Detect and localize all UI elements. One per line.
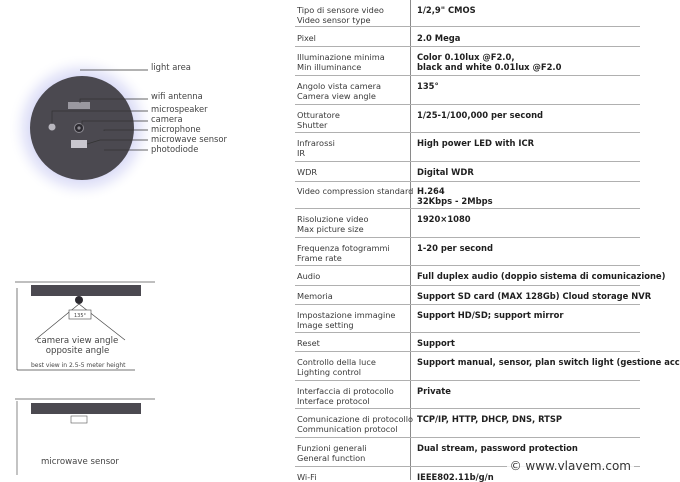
spec-label-line: Min illuminance bbox=[297, 62, 362, 72]
row-divider bbox=[295, 265, 640, 266]
spec-value bbox=[417, 186, 493, 206]
spec-value-line: Full duplex audio (doppio sistema di comunicazione) bbox=[417, 271, 666, 281]
spec-label bbox=[297, 291, 333, 301]
callout-wifi-antenna: wifi antenna bbox=[151, 91, 203, 101]
row-divider bbox=[295, 132, 640, 133]
spec-label bbox=[297, 138, 335, 158]
spec-value-line: Support manual, sensor, plan switch light (gestione acc bbox=[417, 357, 680, 367]
spec-value-line: High power LED with ICR bbox=[417, 138, 535, 148]
spec-value bbox=[417, 5, 476, 15]
spec-value-line: Dual stream, password protection bbox=[417, 443, 578, 453]
row-divider bbox=[295, 437, 640, 438]
spec-label bbox=[297, 357, 376, 377]
spec-value-line: Color 0.10lux @F2.0, bbox=[417, 52, 515, 62]
spec-value bbox=[417, 33, 460, 43]
spec-label-line: Tipo di sensore video bbox=[297, 5, 384, 15]
spec-label bbox=[297, 443, 367, 463]
spec-label-line: Risoluzione video bbox=[297, 214, 369, 224]
row-divider bbox=[295, 237, 640, 238]
spec-value bbox=[417, 414, 562, 424]
row-divider bbox=[295, 208, 640, 209]
spec-value-line: H.264 bbox=[417, 186, 445, 196]
spec-value bbox=[417, 357, 680, 367]
spec-value-line: IEEE802.11b/g/n bbox=[417, 472, 494, 482]
spec-label-line: IR bbox=[297, 148, 306, 158]
row-divider bbox=[295, 181, 640, 182]
spec-value-line: 1920×1080 bbox=[417, 214, 471, 224]
spec-label-line: Impostazione immagine bbox=[297, 310, 396, 320]
row-divider bbox=[295, 75, 640, 76]
spec-label-line: Infrarossi bbox=[297, 138, 335, 148]
spec-label bbox=[297, 167, 317, 177]
spec-label bbox=[297, 338, 320, 348]
spec-value bbox=[417, 167, 474, 177]
view-angle-title-1: camera view angle bbox=[36, 336, 119, 346]
spec-value bbox=[417, 138, 534, 148]
spec-label-line: Otturatore bbox=[297, 110, 340, 120]
spec-label bbox=[297, 271, 320, 281]
spec-label-line: Angolo vista camera bbox=[297, 81, 382, 91]
spec-value bbox=[417, 338, 455, 348]
spec-value-line: 1/2,9" CMOS bbox=[417, 5, 476, 15]
svg-text:135°: 135° bbox=[73, 313, 87, 319]
watermark: © www.vlavem.com bbox=[507, 458, 634, 474]
row-divider bbox=[295, 304, 640, 305]
spec-label-line: Image setting bbox=[297, 320, 354, 330]
spec-label-line: Communication protocol bbox=[297, 424, 398, 434]
row-divider bbox=[295, 380, 640, 381]
spec-label bbox=[297, 81, 381, 101]
row-divider bbox=[295, 26, 640, 27]
spec-label-line: Lighting control bbox=[297, 367, 362, 377]
spec-value-line: black and white 0.01lux @F2.0 bbox=[417, 62, 562, 72]
spec-value-line: Support bbox=[417, 338, 455, 348]
spec-value bbox=[417, 271, 665, 281]
callout-camera: camera bbox=[151, 114, 183, 124]
spec-label bbox=[297, 243, 390, 263]
spec-value-line: Digital WDR bbox=[417, 167, 474, 177]
spec-label bbox=[297, 186, 413, 196]
spec-label bbox=[297, 386, 394, 406]
spec-label-line: Illuminazione minima bbox=[297, 52, 385, 62]
spec-value-line: 135° bbox=[417, 81, 439, 91]
row-divider bbox=[295, 161, 640, 162]
spec-label-line: Video compression standard bbox=[297, 186, 414, 196]
spec-label bbox=[297, 310, 395, 330]
spec-label-line: Max picture size bbox=[297, 224, 364, 234]
spec-label-line: Reset bbox=[297, 338, 320, 348]
spec-value-line: TCP/IP, HTTP, DHCP, DNS, RTSP bbox=[417, 414, 563, 424]
spec-label-line: Frequenza fotogrammi bbox=[297, 243, 390, 253]
spec-value bbox=[417, 291, 651, 301]
spec-label bbox=[297, 214, 368, 234]
spec-label-line: Interface protocol bbox=[297, 396, 370, 406]
spec-label-line: Controllo della luce bbox=[297, 357, 376, 367]
spec-value bbox=[417, 472, 494, 482]
spec-label-line: WDR bbox=[297, 167, 318, 177]
spec-label-line: Audio bbox=[297, 271, 321, 281]
spec-value bbox=[417, 443, 578, 453]
callout-light-area: light area bbox=[151, 62, 191, 72]
spec-label-line: Pixel bbox=[297, 33, 316, 43]
spec-label bbox=[297, 5, 384, 25]
view-angle-note: best view in 2.5-5 meter height bbox=[31, 362, 126, 369]
spec-value-line: 1-20 per second bbox=[417, 243, 493, 253]
spec-label bbox=[297, 52, 385, 72]
row-divider bbox=[295, 46, 640, 47]
spec-label-line: Funzioni generali bbox=[297, 443, 367, 453]
spec-label-line: Frame rate bbox=[297, 253, 342, 263]
row-divider bbox=[295, 104, 640, 105]
spec-label-line: Wi-Fi bbox=[297, 472, 317, 482]
spec-value-line: Support HD/SD; support mirror bbox=[417, 310, 564, 320]
spec-label bbox=[297, 110, 340, 130]
spec-label-line: Memoria bbox=[297, 291, 333, 301]
callout-microspeaker: microspeaker bbox=[151, 104, 208, 114]
spec-value bbox=[417, 110, 543, 120]
row-divider bbox=[295, 351, 640, 352]
spec-label-line: Comunicazione di protocollo bbox=[297, 414, 414, 424]
spec-label-line: General function bbox=[297, 453, 366, 463]
spec-value-line: Support SD card (MAX 128Gb) Cloud storage NVR bbox=[417, 291, 652, 301]
callout-microwave-sensor: microwave sensor bbox=[151, 134, 227, 144]
microwave-sensor-label: microwave sensor bbox=[41, 457, 119, 467]
spec-value-line: 2.0 Mega bbox=[417, 33, 461, 43]
spec-value-line: Private bbox=[417, 386, 451, 396]
spec-value bbox=[417, 243, 493, 253]
view-angle-title-2: opposite angle bbox=[45, 346, 110, 356]
spec-value bbox=[417, 81, 439, 91]
row-divider bbox=[295, 332, 640, 333]
row-divider bbox=[295, 408, 640, 409]
spec-value bbox=[417, 310, 564, 320]
spec-label-line: Camera view angle bbox=[297, 91, 376, 101]
spec-value bbox=[417, 52, 561, 72]
spec-value bbox=[417, 386, 451, 396]
row-divider bbox=[295, 285, 640, 286]
callout-photodiode: photodiode bbox=[151, 144, 199, 154]
spec-value-line: 32Kbps - 2Mbps bbox=[417, 196, 493, 206]
spec-label-line: Interfaccia di protocollo bbox=[297, 386, 394, 396]
spec-label bbox=[297, 414, 413, 434]
spec-label-line: Shutter bbox=[297, 120, 328, 130]
spec-value-line: 1/25-1/100,000 per second bbox=[417, 110, 544, 120]
spec-label-line: Video sensor type bbox=[297, 15, 371, 25]
spec-label bbox=[297, 472, 317, 482]
callout-microphone: microphone bbox=[151, 124, 201, 134]
spec-label bbox=[297, 33, 316, 43]
spec-value bbox=[417, 214, 471, 224]
